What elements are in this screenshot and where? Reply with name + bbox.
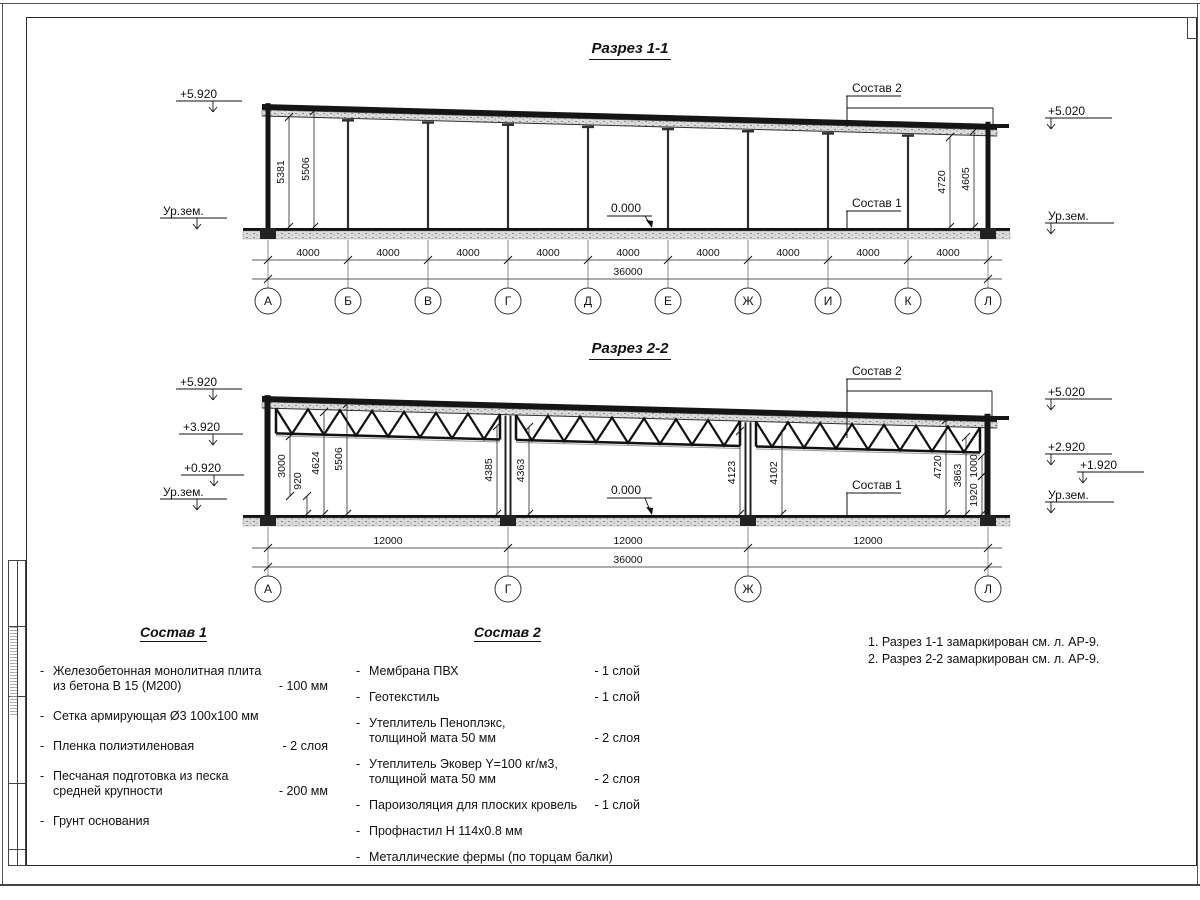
material-qty: - 100 мм	[278, 679, 328, 693]
list-item	[356, 716, 662, 746]
composition-1-list	[40, 624, 332, 844]
list-item	[40, 664, 332, 694]
level-zero-label: 0.000	[611, 201, 642, 215]
dim-label: 4363	[515, 458, 527, 483]
elevation-label: +2.920	[1048, 440, 1086, 454]
elevation-marker	[214, 481, 218, 486]
material-qty: - 200 мм	[278, 784, 328, 798]
dim-label: 1000	[968, 454, 980, 478]
list-item	[356, 757, 662, 787]
item-dash: -	[40, 664, 45, 678]
foundation-pad	[740, 515, 756, 526]
axis-letter: Е	[663, 294, 673, 308]
material-name: Утеплитель Пеноплэкс,	[369, 716, 506, 730]
material-name: Сетка армирующая Ø3 100х100 мм	[53, 709, 259, 723]
dim-label: 3000	[276, 454, 288, 478]
sostav2-label: Состав 2	[852, 364, 902, 378]
elevation-label: +0.920	[184, 461, 222, 475]
elevation-label: +5.920	[180, 375, 218, 389]
axis-letter: Б	[344, 294, 352, 308]
axis-letter: И	[823, 294, 833, 308]
material-line	[40, 664, 332, 679]
item-dash: -	[356, 716, 361, 730]
axis-letter: Ж	[742, 582, 754, 596]
material-name: толщиной мата 50 мм	[369, 772, 496, 786]
list-item	[356, 824, 662, 839]
item-dash: -	[40, 814, 45, 828]
axis-letter: Л	[984, 582, 992, 596]
dim-label: 3863	[952, 463, 964, 488]
material-name: Пленка полиэтиленовая	[53, 739, 195, 753]
material-qty: - 1 слой	[594, 690, 640, 704]
dim-label: 4000	[376, 247, 400, 259]
composition-2-list	[356, 624, 662, 876]
axis-letter: В	[423, 294, 433, 308]
elevation-marker	[193, 505, 197, 510]
level-zero-arrowhead	[646, 220, 653, 228]
material-name: Грунт основания	[53, 814, 150, 828]
sostav1-label: Состав 1	[852, 478, 902, 492]
material-name: Профнастил Н 114х0.8 мм	[369, 824, 523, 838]
material-name: Мембрана ПВХ	[369, 664, 459, 678]
note-line: 1. Разрез 1-1 замаркирован см. л. АР-9.	[868, 635, 1100, 649]
material-name: Железобетонная монолитная плита	[53, 664, 262, 678]
elevation-label: +5.020	[1048, 385, 1086, 399]
dim-label: 4000	[696, 247, 720, 259]
dim-label: 4102	[768, 461, 780, 485]
material-name: Геотекстиль	[369, 690, 440, 704]
dim-label: 4624	[310, 451, 322, 475]
elevation-label: Ур.зем.	[163, 485, 204, 499]
item-dash: -	[356, 664, 361, 678]
level-zero-arrowhead	[646, 507, 653, 515]
end-wall	[986, 122, 991, 228]
elevation-label: +5.920	[180, 87, 218, 101]
axis-letter: Г	[504, 294, 512, 308]
note-line: 2. Разрез 2-2 замаркирован см. л. АР-9.	[868, 651, 1100, 666]
axis-letter: Л	[984, 294, 992, 308]
axis-letter: А	[263, 582, 273, 596]
dim-label: 12000	[613, 535, 643, 547]
dim-label: 4720	[936, 170, 948, 194]
sostav1-label: Состав 1	[852, 196, 902, 210]
floor-slab	[243, 515, 1010, 518]
elevation-label: +1.920	[1080, 458, 1118, 472]
floor-base	[243, 518, 1010, 526]
material-qty: - 1 слой	[594, 798, 640, 812]
material-line	[356, 757, 662, 772]
notes	[868, 634, 1099, 667]
list-item	[356, 690, 662, 705]
list-item	[40, 769, 332, 799]
floor-base	[243, 231, 1010, 239]
foundation-pad	[980, 228, 996, 239]
material-name: Песчаная подготовка из песка	[53, 769, 229, 783]
dim-label: 12000	[373, 535, 403, 547]
end-wall	[266, 103, 271, 228]
item-dash: -	[356, 690, 361, 704]
item-dash: -	[356, 824, 361, 838]
elevation-marker	[210, 481, 214, 486]
item-dash: -	[356, 850, 361, 864]
end-wall	[985, 414, 991, 515]
end-wall	[265, 395, 271, 515]
list-item	[356, 798, 662, 813]
axis-letter: К	[904, 294, 912, 308]
elevation-marker	[1047, 124, 1051, 129]
elevation-marker	[1047, 508, 1051, 513]
material-line	[40, 769, 332, 784]
foundation-pad	[500, 515, 516, 526]
composition-2-heading: Состав 2	[474, 624, 541, 640]
dim-label: 4000	[776, 247, 800, 259]
material-line	[356, 716, 662, 731]
dim-label: 4000	[856, 247, 880, 259]
composition-1-heading: Состав 1	[140, 624, 207, 640]
elevation-marker	[1047, 405, 1051, 410]
section1-title: Разрез 1-1	[560, 40, 700, 57]
dim-label: 12000	[853, 535, 883, 547]
elevation-marker	[1051, 229, 1055, 234]
material-line	[356, 850, 662, 865]
material-line	[40, 709, 332, 724]
axis-letter: Д	[583, 294, 593, 308]
dim-label: 5381	[275, 160, 287, 184]
foundation-pad	[260, 515, 276, 526]
roof-edge-tab	[997, 416, 1009, 420]
elevation-marker	[1083, 478, 1087, 483]
elevation-marker	[1051, 460, 1055, 465]
material-qty: - 1 слой	[594, 664, 640, 678]
foundation-pad	[980, 515, 996, 526]
axis-letter: Ж	[742, 294, 754, 308]
elevation-marker	[213, 440, 217, 445]
dim-label: 4385	[483, 458, 495, 482]
elevation-marker	[213, 107, 217, 112]
list-item	[40, 814, 332, 829]
material-name: Пароизоляция для плоских кровель	[369, 798, 578, 812]
elevation-marker	[209, 395, 213, 400]
elevation-marker	[197, 505, 201, 510]
dim-label: 1920	[968, 483, 980, 507]
elevation-label: +5.020	[1048, 104, 1086, 118]
item-dash: -	[40, 739, 45, 753]
list-item	[356, 664, 662, 679]
elevation-marker	[197, 224, 201, 229]
elevation-marker	[1051, 405, 1055, 410]
list-item	[40, 739, 332, 754]
material-name: Металлические фермы (по торцам балки)	[369, 850, 613, 864]
item-dash: -	[356, 757, 361, 771]
elevation-marker	[213, 395, 217, 400]
item-dash: -	[40, 709, 45, 723]
elevation-marker	[193, 224, 197, 229]
dim-label: 4000	[536, 247, 560, 259]
section2-title: Разрез 2-2	[560, 340, 700, 357]
dim-label: 4000	[296, 247, 320, 259]
composition-2-items	[356, 664, 662, 865]
material-qty: - 2 слоя	[594, 772, 640, 786]
floor-slab	[243, 228, 1010, 231]
material-line	[356, 824, 662, 839]
elevation-label: Ур.зем.	[1048, 488, 1089, 502]
sostav2-label: Состав 2	[852, 81, 902, 95]
dim-label: 4605	[960, 167, 972, 191]
material-name: из бетона В 15 (М200)	[53, 679, 182, 693]
axis-letter: А	[263, 294, 273, 308]
dim-label: 4000	[936, 247, 960, 259]
dim-label: 920	[292, 472, 304, 490]
material-name: средней крупности	[53, 784, 163, 798]
elevation-label: Ур.зем.	[1048, 209, 1089, 223]
elevation-marker	[209, 107, 213, 112]
elevation-marker	[1079, 478, 1083, 483]
elevation-label: Ур.зем.	[163, 204, 204, 218]
dim-label: 36000	[613, 266, 643, 278]
foundation-pad	[260, 228, 276, 239]
item-dash: -	[40, 769, 45, 783]
material-qty: - 2 слоя	[594, 731, 640, 745]
elevation-marker	[1051, 508, 1055, 513]
elevation-label: +3.920	[183, 420, 221, 434]
roof-edge-tab	[997, 124, 1009, 128]
dim-label: 4000	[616, 247, 640, 259]
elevation-marker	[1047, 229, 1051, 234]
dim-label: 5506	[333, 447, 345, 471]
dim-label: 4000	[456, 247, 480, 259]
elevation-marker	[209, 440, 213, 445]
dim-label: 4720	[932, 455, 944, 479]
list-item	[40, 709, 332, 724]
elevation-marker	[1047, 460, 1051, 465]
material-line	[40, 814, 332, 829]
material-qty: - 2 слоя	[282, 739, 328, 753]
dim-label: 4123	[726, 460, 738, 485]
dim-label: 36000	[613, 554, 643, 566]
list-item	[356, 850, 662, 865]
level-zero-label: 0.000	[611, 483, 642, 497]
dim-label: 5506	[300, 157, 312, 181]
item-dash: -	[356, 798, 361, 812]
axis-letter: Г	[504, 582, 512, 596]
material-name: толщиной мата 50 мм	[369, 731, 496, 745]
composition-1-items	[40, 664, 332, 829]
elevation-marker	[1051, 124, 1055, 129]
material-name: Утеплитель Эковер Y=100 кг/м3,	[369, 757, 558, 771]
